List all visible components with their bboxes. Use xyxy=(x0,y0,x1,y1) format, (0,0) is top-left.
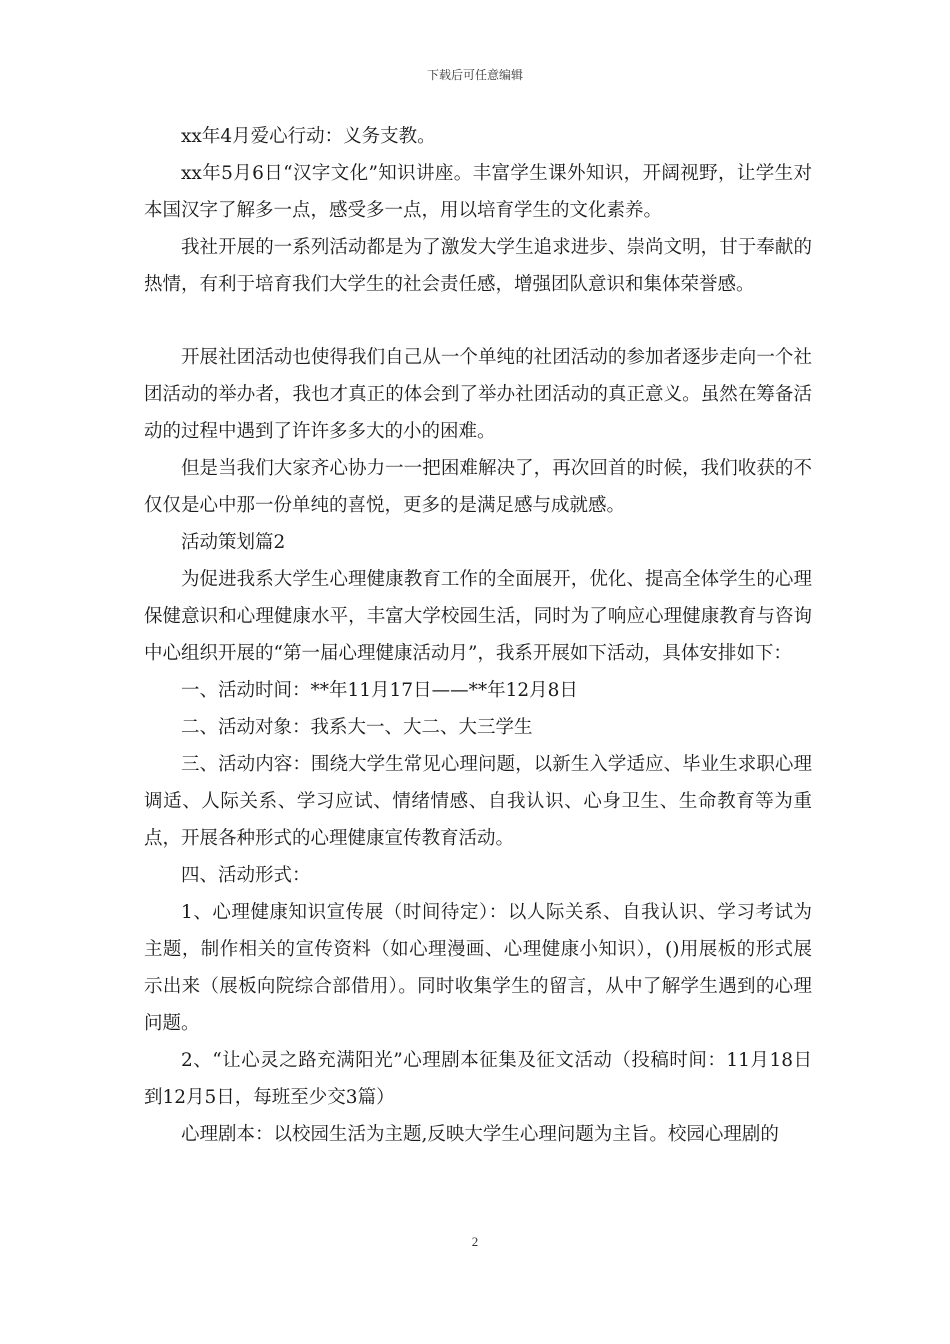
paragraph: 我社开展的一系列活动都是为了激发大学生追求进步、崇尚文明，甘于奉献的热情，有利于培育我们大学生的社会责任感，增强团队意识和集体荣誉感。 xyxy=(144,237,812,295)
page-header: 下载后可任意编辑 xyxy=(426,68,523,82)
page-number: 2 xyxy=(471,1234,479,1249)
paragraph: xx年5月6日“汉字文化”知识讲座。丰富学生课外知识，开阔视野，让学生对本国汉字了解多一点，感受多一点，用以培育学生的文化素养。 xyxy=(144,163,812,221)
list-item: 1、心理健康知识宣传展（时间待定）：以人际关系、自我认识、学习考试为主题，制作相关的宣传资料（如心理漫画、心理健康小知识），()用展板的形式展示出来（展板向院综合部借用）。同时收集学生的留言，从中了解学生遇到的心理问题。 xyxy=(144,902,812,1034)
paragraph: 为促进我系大学生心理健康教育工作的全面展开，优化、提高全体学生的心理保健意识和心理健康水平，丰富大学校园生活，同时为了响应心理健康教育与咨询中心组织开展的“第一届心理健康活动月”，我系开展如下活动，具体安排如下： xyxy=(144,569,812,664)
list-item: 2、“让心灵之路充满阳光”心理剧本征集及征文活动（投稿时间：11月18日到12月5日，每班至少交3篇） xyxy=(144,1050,812,1108)
list-item: 四、活动形式： xyxy=(181,865,311,886)
list-item: 二、活动对象：我系大一、大二、大三学生 xyxy=(181,717,533,738)
list-item: 一、活动时间：**年11月17日——**年12月8日 xyxy=(181,680,578,701)
paragraph: 心理剧本：以校园生活为主题,反映大学生心理问题为主旨。校园心理剧的 xyxy=(181,1124,779,1145)
paragraph: 开展社团活动也使得我们自己从一个单纯的社团活动的参加者逐步走向一个社团活动的举办者，我也才真正的体会到了举办社团活动的真正意义。虽然在筹备活动的过程中遇到了许许多多大的小的困难。 xyxy=(144,347,812,442)
paragraph: 但是当我们大家齐心协力一一把困难解决了，再次回首的时候，我们收获的不仅仅是心中那一份单纯的喜悦，更多的是满足感与成就感。 xyxy=(144,458,812,516)
document-body xyxy=(144,118,812,1153)
list-item: 三、活动内容：围绕大学生常见心理问题，以新生入学适应、毕业生求职心理调适、人际关系、学习应试、情绪情感、自我认识、心身卫生、生命教育等为重点，开展各种形式的心理健康宣传教育活动。 xyxy=(144,754,812,849)
section-heading: 活动策划篇2 xyxy=(181,532,286,553)
paragraph-gap xyxy=(144,303,812,339)
paragraph: xx年4月爱心行动：义务支教。 xyxy=(181,126,436,147)
